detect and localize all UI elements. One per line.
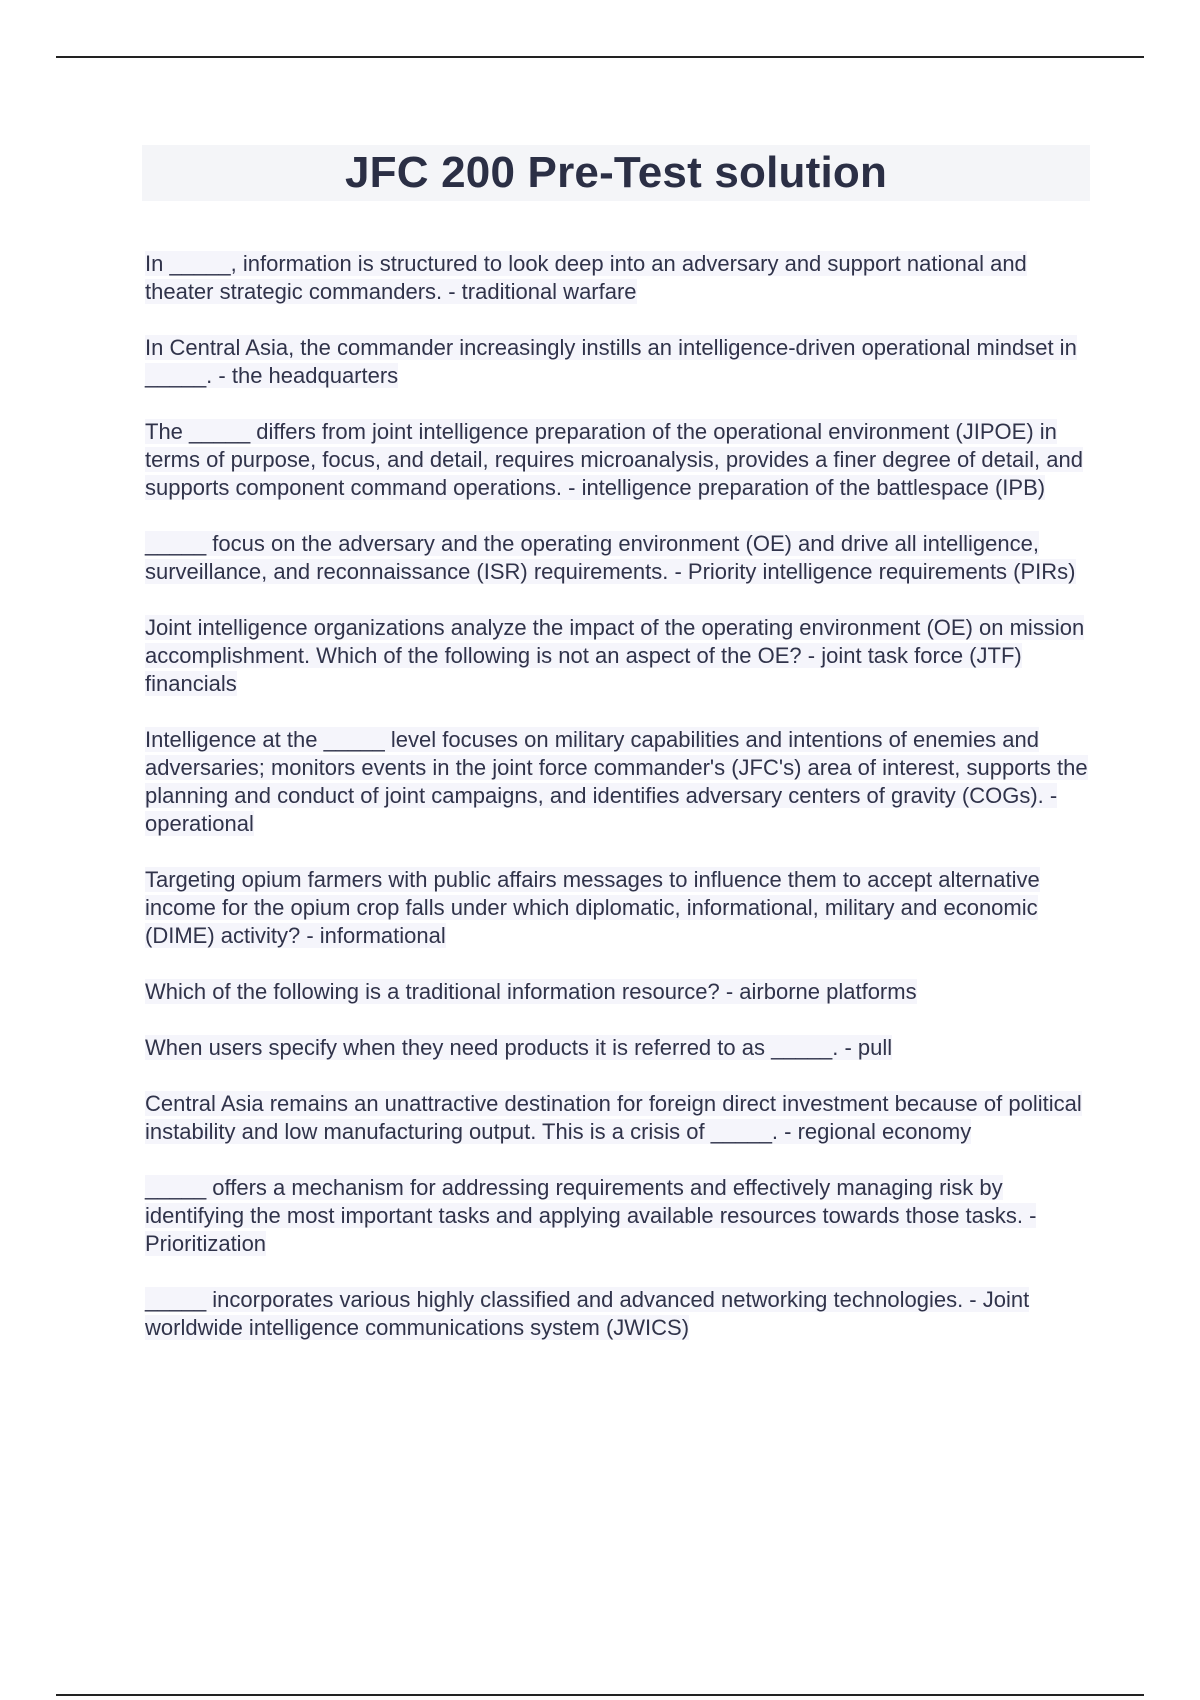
qa-item-10	[145, 1090, 1093, 1146]
qa-text: _____ focus on the adversary and the operating environment (OE) and drive all intelligence, surveillance, and reconnaissance (ISR) requirements. - Priority intelligence requirements (PIRs)	[145, 531, 1076, 584]
qa-item-8	[145, 978, 1093, 1006]
qa-item-6	[145, 726, 1093, 838]
qa-list	[145, 250, 1093, 1370]
qa-text: The _____ differs from joint intelligence preparation of the operational environment (JIPOE) in terms of purpose, focus, and detail, requires microanalysis, provides a finer degree of detail, and supports component command operations. - intelligence preparation of the battlespace (IPB)	[145, 419, 1083, 500]
qa-item-7	[145, 866, 1093, 950]
qa-text: In Central Asia, the commander increasingly instills an intelligence-driven operational mindset in _____. - the headquarters	[145, 335, 1077, 388]
qa-item-9	[145, 1034, 1093, 1062]
title-banner	[142, 145, 1090, 201]
qa-text: _____ offers a mechanism for addressing requirements and effectively managing risk by identifying the most important tasks and applying available resources towards those tasks. - Prioritization	[145, 1175, 1037, 1256]
qa-text: Intelligence at the _____ level focuses on military capabilities and intentions of enemies and adversaries; monitors events in the joint force commander's (JFC's) area of interest, supports the planning and conduct of joint campaigns, and identifies adversary centers of gravity (COGs). - operational	[145, 727, 1088, 836]
qa-item-1	[145, 250, 1093, 306]
qa-item-11	[145, 1174, 1093, 1258]
qa-text: In _____, information is structured to look deep into an adversary and support national and theater strategic commanders. - traditional warfare	[145, 251, 1027, 304]
top-rule	[56, 56, 1144, 58]
page-title: JFC 200 Pre-Test solution	[344, 148, 888, 197]
qa-text: _____ incorporates various highly classified and advanced networking technologies. - Joint worldwide intelligence communications system (JWICS)	[145, 1287, 1030, 1340]
qa-item-12	[145, 1286, 1093, 1342]
qa-text: Targeting opium farmers with public affairs messages to influence them to accept alternative income for the opium crop falls under which diplomatic, informational, military and economic (DIME) activity? - informational	[145, 867, 1040, 948]
qa-text: Central Asia remains an unattractive destination for foreign direct investment because of political instability and low manufacturing output. This is a crisis of _____. - regional economy	[145, 1091, 1082, 1144]
qa-item-4	[145, 530, 1093, 586]
bottom-rule	[56, 1694, 1144, 1696]
qa-text: When users specify when they need products it is referred to as _____. - pull	[145, 1035, 893, 1060]
qa-text: Which of the following is a traditional information resource? - airborne platforms	[145, 979, 917, 1004]
qa-item-3	[145, 418, 1093, 502]
qa-item-2	[145, 334, 1093, 390]
qa-text: Joint intelligence organizations analyze the impact of the operating environment (OE) on mission accomplishment. Which of the following is not an aspect of the OE? - joint task force (JTF) financials	[145, 615, 1085, 696]
qa-item-5	[145, 614, 1093, 698]
